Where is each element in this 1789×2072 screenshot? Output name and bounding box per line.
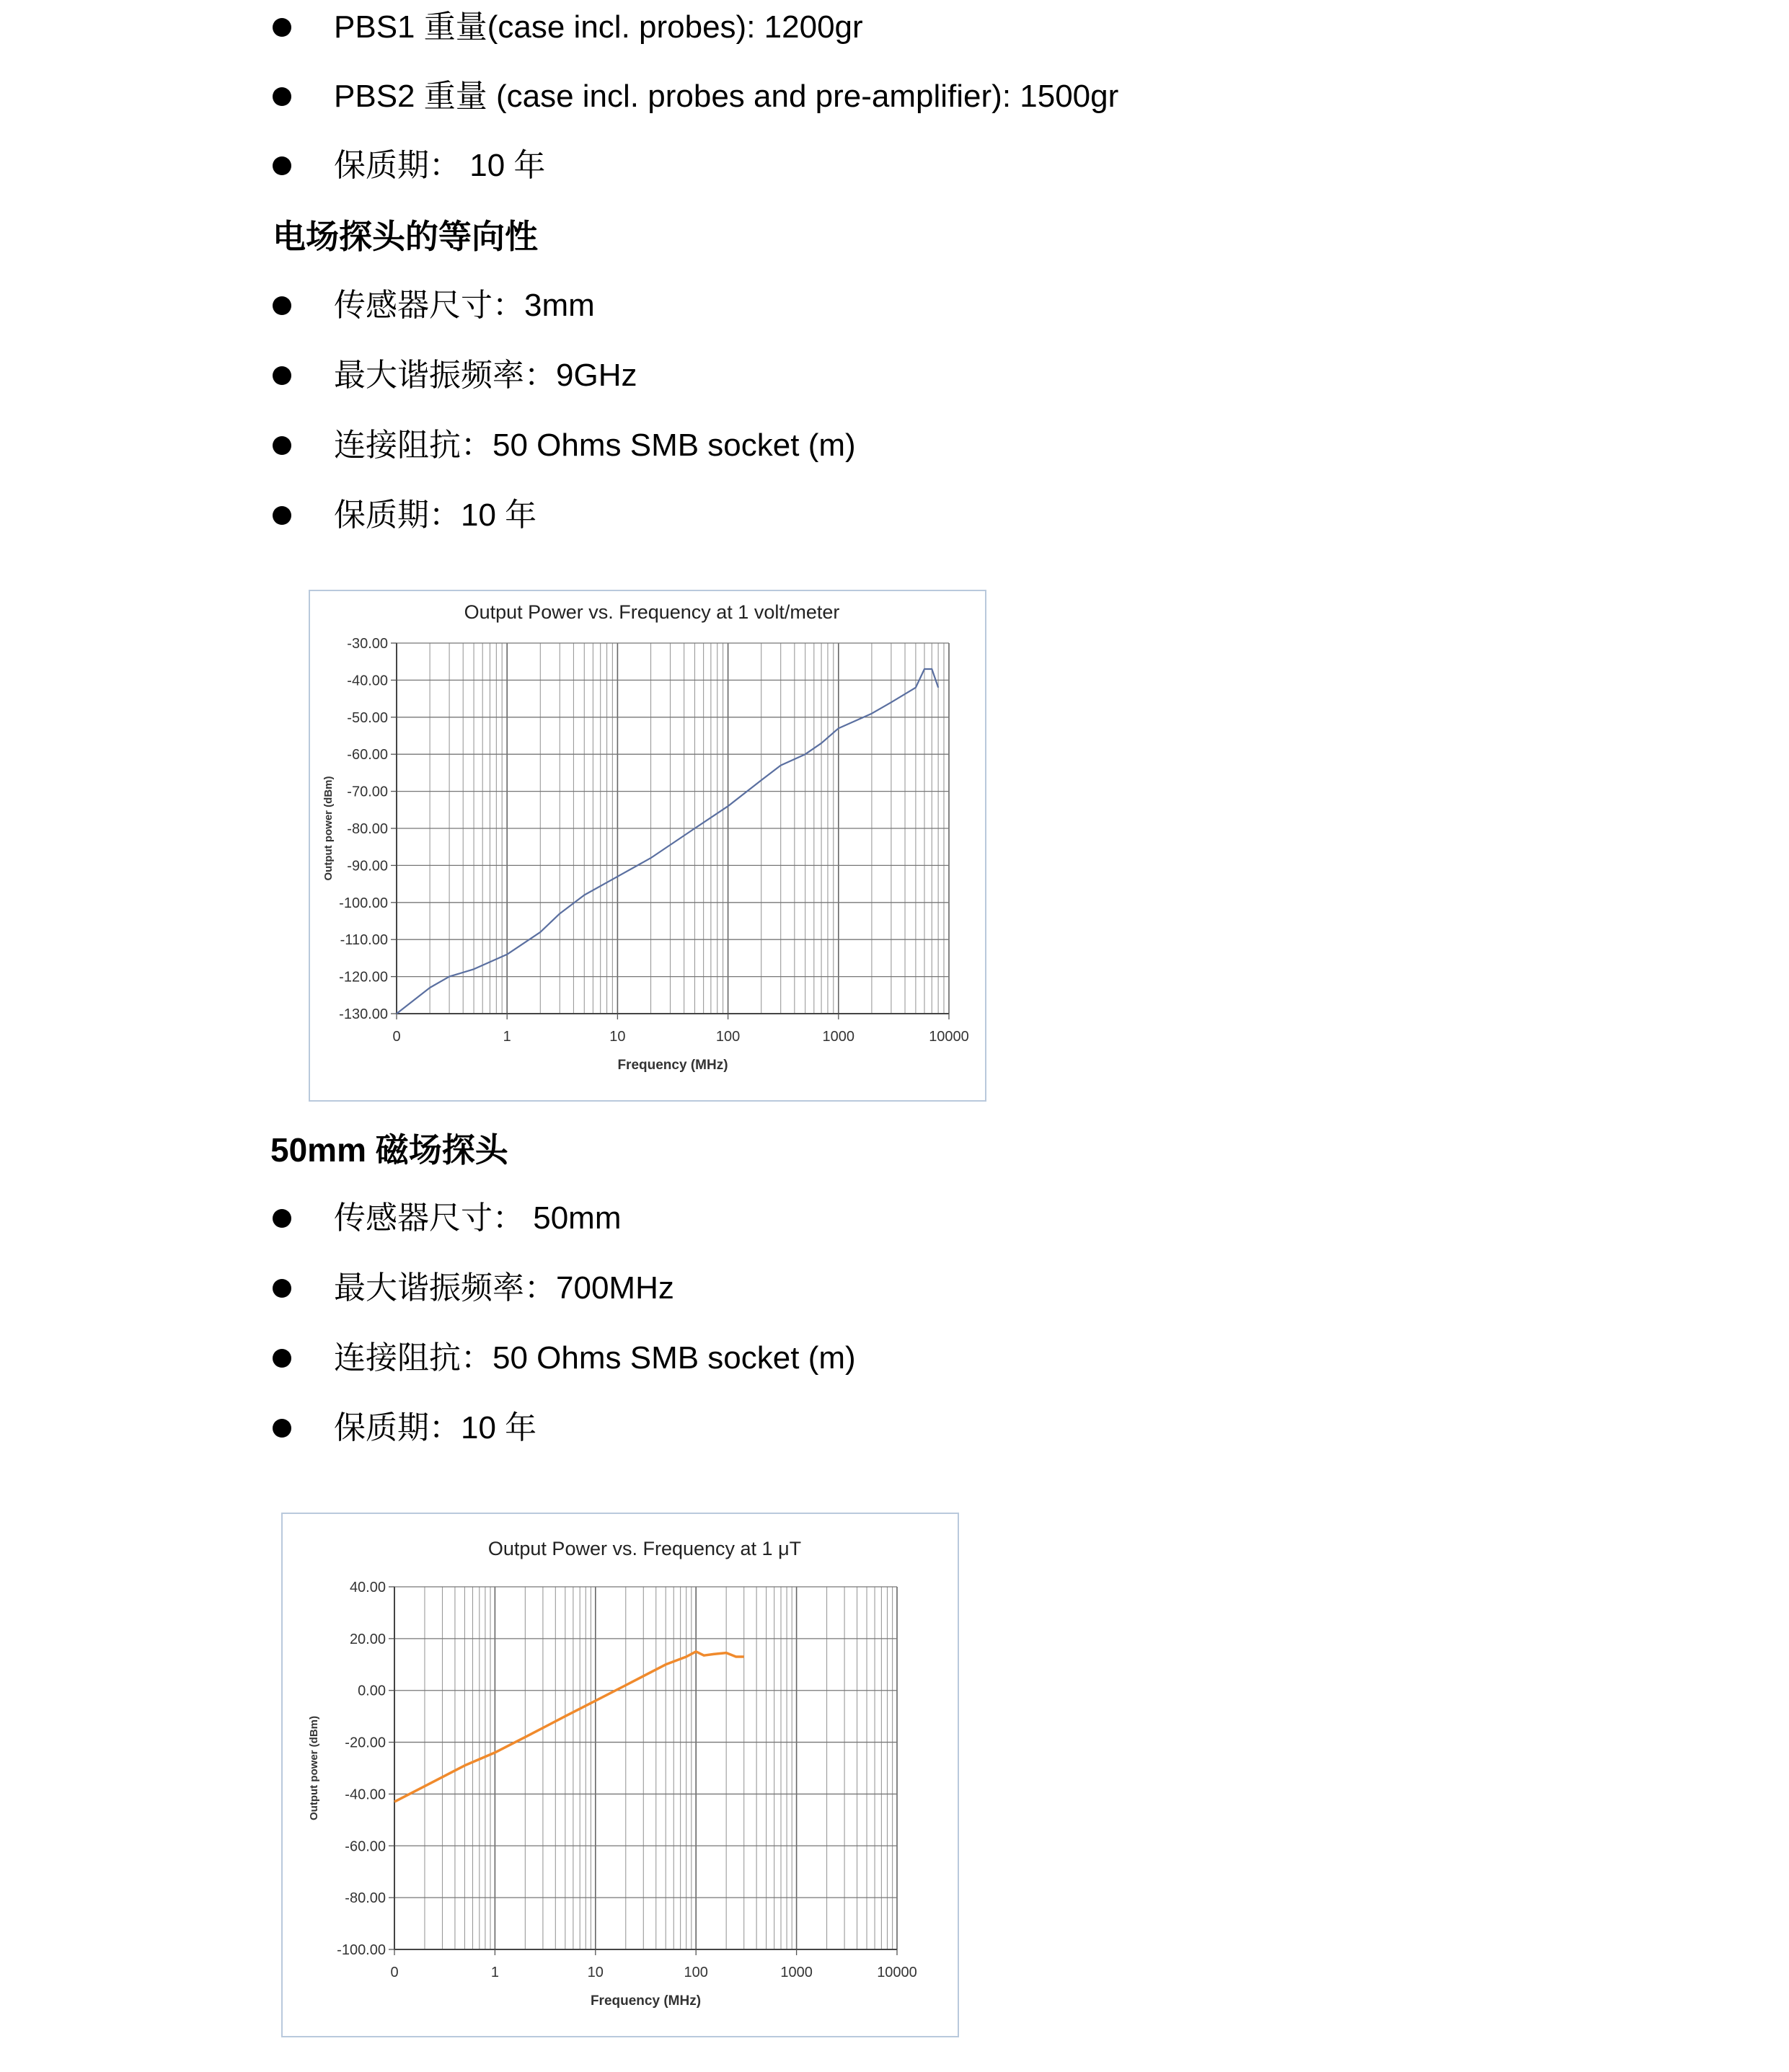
- bullet-icon: [273, 87, 291, 106]
- y-tick-label: 20.00: [349, 1631, 386, 1647]
- y-tick-label: -80.00: [345, 1890, 386, 1907]
- x-axis-label: Frequency (MHz): [617, 1058, 728, 1073]
- chart-e-field-plot: [310, 591, 985, 1100]
- list-item: PBS2 重量 (case incl. probes and pre-amplifier): 1500gr: [334, 79, 1119, 114]
- y-tick-label: -90.00: [347, 858, 388, 875]
- bullet-icon: [273, 18, 291, 37]
- chart-e-field: [309, 590, 986, 1102]
- chart-h-field: [281, 1513, 959, 2037]
- section-heading: 电场探头的等向性: [273, 218, 538, 255]
- list-item: 传感器尺寸：3mm: [334, 288, 595, 323]
- y-tick-label: -100.00: [339, 895, 388, 911]
- x-tick-label: 1000: [822, 1029, 855, 1045]
- list-item: 传感器尺寸： 50mm: [334, 1200, 622, 1236]
- y-tick-label: -40.00: [345, 1787, 386, 1803]
- x-tick-label: 1000: [780, 1965, 813, 1980]
- list-item: 保质期：10 年: [334, 497, 537, 533]
- y-axis-label: Output power (dBm): [322, 776, 335, 881]
- bullet-icon: [273, 1419, 291, 1438]
- list-item: PBS1 重量(case incl. probes): 1200gr: [334, 9, 863, 45]
- bullet-icon: [273, 1279, 291, 1298]
- y-tick-label: -20.00: [345, 1735, 386, 1751]
- x-axis-label: Frequency (MHz): [590, 1993, 702, 2009]
- list-item: 保质期：10 年: [334, 1410, 537, 1445]
- y-tick-label: -40.00: [347, 673, 388, 689]
- y-axis-label: Output power (dBm): [308, 1716, 320, 1820]
- bullet-icon: [273, 156, 291, 175]
- bullet-icon: [273, 1209, 291, 1228]
- chart-title: Output Power vs. Frequency at 1 μT: [487, 1538, 802, 1559]
- y-tick-label: -100.00: [337, 1942, 386, 1958]
- x-tick-label: 0: [390, 1965, 399, 1980]
- x-tick-label: 10: [609, 1029, 626, 1045]
- x-tick-label: 1: [490, 1965, 499, 1980]
- chart-h-field-plot: [283, 1514, 958, 2036]
- x-tick-label: 10000: [877, 1965, 917, 1980]
- x-tick-label: 0: [392, 1029, 401, 1045]
- bullet-icon: [273, 436, 291, 455]
- x-tick-label: 10000: [929, 1029, 969, 1045]
- y-tick-label: 40.00: [349, 1580, 386, 1595]
- y-tick-label: 0.00: [358, 1683, 386, 1699]
- section-heading: 50mm 磁场探头: [270, 1131, 508, 1169]
- list-item: 保质期： 10 年: [334, 148, 546, 183]
- x-tick-label: 100: [684, 1965, 708, 1980]
- y-tick-label: -110.00: [340, 932, 388, 949]
- list-item: 最大谐振频率：9GHz: [334, 358, 637, 393]
- list-item: 连接阻抗：50 Ohms SMB socket (m): [334, 428, 856, 463]
- y-tick-label: -30.00: [347, 636, 388, 652]
- list-item: 连接阻抗：50 Ohms SMB socket (m): [334, 1340, 856, 1376]
- x-tick-label: 100: [715, 1029, 741, 1045]
- bullet-icon: [273, 296, 291, 315]
- y-tick-label: -60.00: [345, 1838, 386, 1855]
- y-tick-label: -80.00: [347, 821, 388, 837]
- chart-title: Output Power vs. Frequency at 1 volt/meter: [464, 601, 840, 623]
- x-tick-label: 1: [503, 1029, 511, 1045]
- bullet-icon: [273, 1349, 291, 1368]
- y-tick-label: -130.00: [339, 1006, 388, 1022]
- data-series-line: [397, 669, 938, 1014]
- y-tick-label: -120.00: [339, 969, 388, 986]
- y-tick-label: -60.00: [347, 747, 388, 763]
- bullet-icon: [273, 506, 291, 525]
- list-item: 最大谐振频率：700MHz: [334, 1270, 674, 1306]
- x-tick-label: 10: [587, 1965, 604, 1980]
- y-tick-label: -70.00: [347, 784, 388, 800]
- bullet-icon: [273, 366, 291, 385]
- y-tick-label: -50.00: [347, 709, 388, 726]
